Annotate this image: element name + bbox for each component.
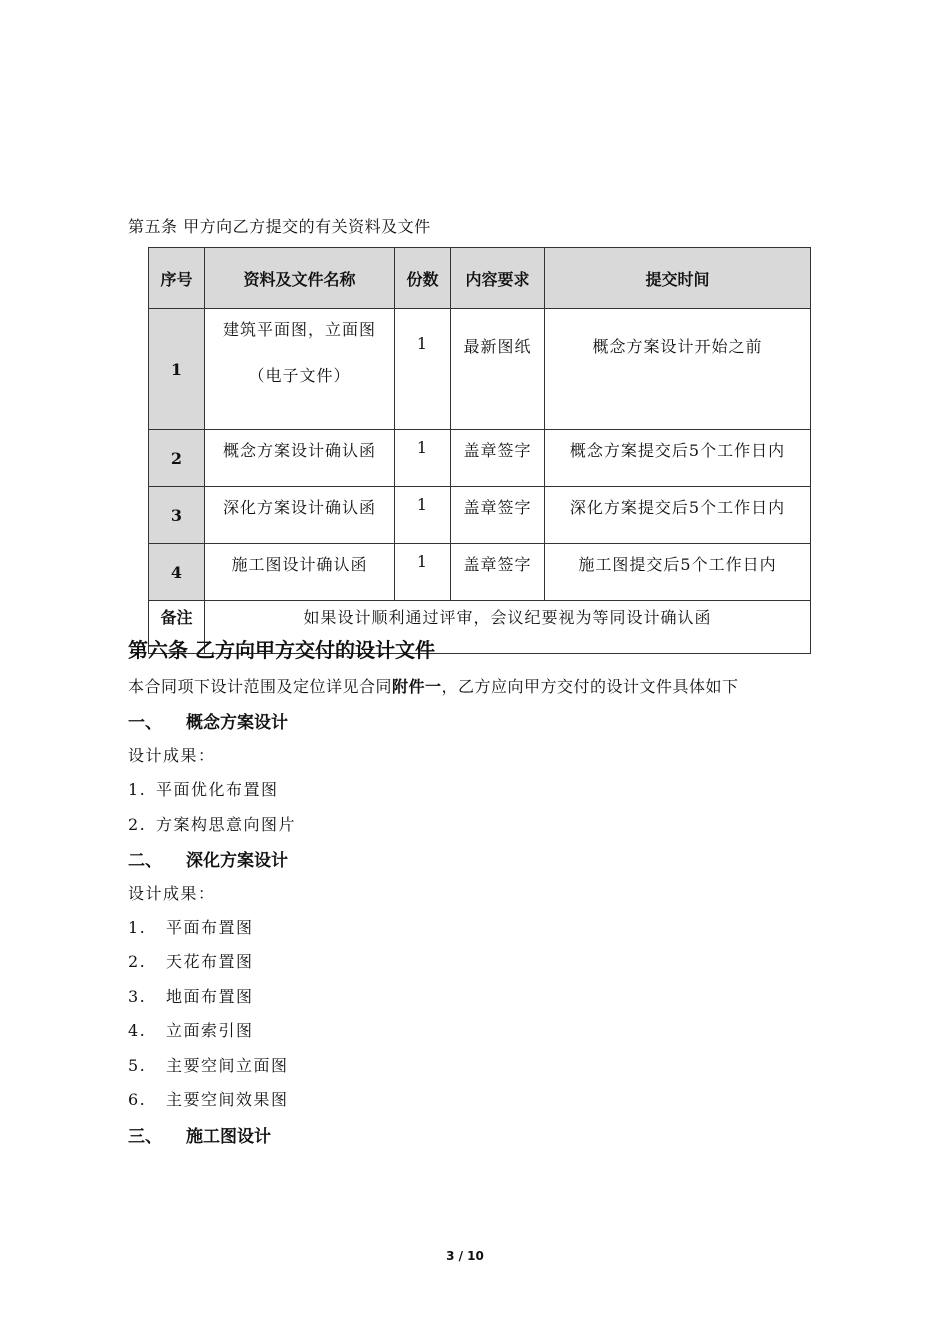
row-seq: 4	[149, 544, 205, 601]
intro-text-post: ，乙方应向甲方交付的设计文件具体如下	[441, 677, 739, 696]
page-number: 3 / 10	[446, 1249, 484, 1263]
list-item-text: 天花布置图	[166, 952, 254, 971]
row-seq: 2	[149, 430, 205, 487]
list-item-text: 平面布置图	[166, 918, 254, 937]
section-title: 概念方案设计	[186, 713, 288, 733]
table-row	[149, 487, 811, 544]
table-row	[149, 544, 811, 601]
header-name: 资料及文件名称	[205, 248, 395, 309]
row-seq: 1	[149, 309, 205, 430]
row-copies: 1	[395, 309, 451, 430]
header-copies: 份数	[395, 248, 451, 309]
list-item-text: 方案构思意向图片	[156, 815, 297, 834]
row-name-line1: 建筑平面图，立面图	[222, 320, 376, 339]
row-name	[205, 309, 395, 430]
row-copies: 1	[395, 487, 451, 544]
list-item	[128, 777, 279, 800]
list-item-number: 2.	[128, 815, 147, 834]
list-item	[128, 915, 254, 938]
list-item-number: 1.	[128, 918, 147, 937]
row-time: 概念方案提交后5个工作日内	[545, 430, 811, 487]
row-copies: 1	[395, 544, 451, 601]
remark-text: 如果设计顺利通过评审，会议纪要视为等同设计确认函	[205, 601, 811, 654]
table-header-row	[149, 248, 811, 309]
section-heading	[128, 846, 288, 871]
list-item-number: 3.	[128, 987, 147, 1006]
row-time: 深化方案提交后5个工作日内	[545, 487, 811, 544]
table-row	[149, 430, 811, 487]
row-time: 概念方案设计开始之前	[545, 309, 811, 430]
list-item-number: 6.	[128, 1090, 147, 1109]
header-requirement: 内容要求	[451, 248, 545, 309]
section-title: 施工图设计	[186, 1127, 271, 1147]
list-item-number: 5.	[128, 1056, 147, 1075]
intro-text-bold: 附件一	[392, 677, 442, 696]
list-item	[128, 1053, 289, 1076]
list-item-number: 2.	[128, 952, 147, 971]
section-number: 三、	[128, 1127, 162, 1147]
list-item-text: 地面布置图	[166, 987, 254, 1006]
result-label: 设计成果：	[128, 746, 216, 765]
list-item	[128, 1018, 254, 1041]
list-item-text: 立面索引图	[166, 1021, 254, 1040]
list-item-text: 主要空间立面图	[166, 1056, 289, 1075]
list-item-number: 4.	[128, 1021, 147, 1040]
result-label: 设计成果：	[128, 884, 216, 903]
section-number: 二、	[128, 851, 162, 871]
article6-intro	[128, 674, 739, 697]
section-heading	[128, 1122, 271, 1147]
list-item	[128, 812, 296, 835]
section-heading	[128, 708, 288, 733]
header-seq: 序号	[149, 248, 205, 309]
intro-text-pre: 本合同项下设计范围及定位详见合同	[128, 677, 393, 696]
table-row	[149, 309, 811, 430]
list-item-number: 1.	[128, 780, 147, 799]
row-requirement: 最新图纸	[451, 309, 545, 430]
section-title: 深化方案设计	[186, 851, 288, 871]
row-requirement: 盖章签字	[451, 430, 545, 487]
row-name: 施工图设计确认函	[205, 544, 395, 601]
row-name: 深化方案设计确认函	[205, 487, 395, 544]
list-item	[128, 984, 254, 1007]
header-time: 提交时间	[545, 248, 811, 309]
row-copies: 1	[395, 430, 451, 487]
article5-title: 第五条 甲方向乙方提交的有关资料及文件	[128, 217, 431, 236]
row-name: 概念方案设计确认函	[205, 430, 395, 487]
row-time: 施工图提交后5个工作日内	[545, 544, 811, 601]
documents-table	[148, 247, 811, 654]
list-item	[128, 1087, 289, 1110]
row-requirement: 盖章签字	[451, 487, 545, 544]
row-name-line2: （电子文件）	[248, 366, 351, 385]
remark-label: 备注	[149, 601, 205, 654]
row-seq: 3	[149, 487, 205, 544]
list-item-text: 平面优化布置图	[156, 780, 279, 799]
list-item	[128, 949, 254, 972]
article6-title: 第六条 乙方向甲方交付的设计文件	[128, 638, 435, 662]
list-item-text: 主要空间效果图	[166, 1090, 289, 1109]
row-requirement: 盖章签字	[451, 544, 545, 601]
section-number: 一、	[128, 713, 162, 733]
